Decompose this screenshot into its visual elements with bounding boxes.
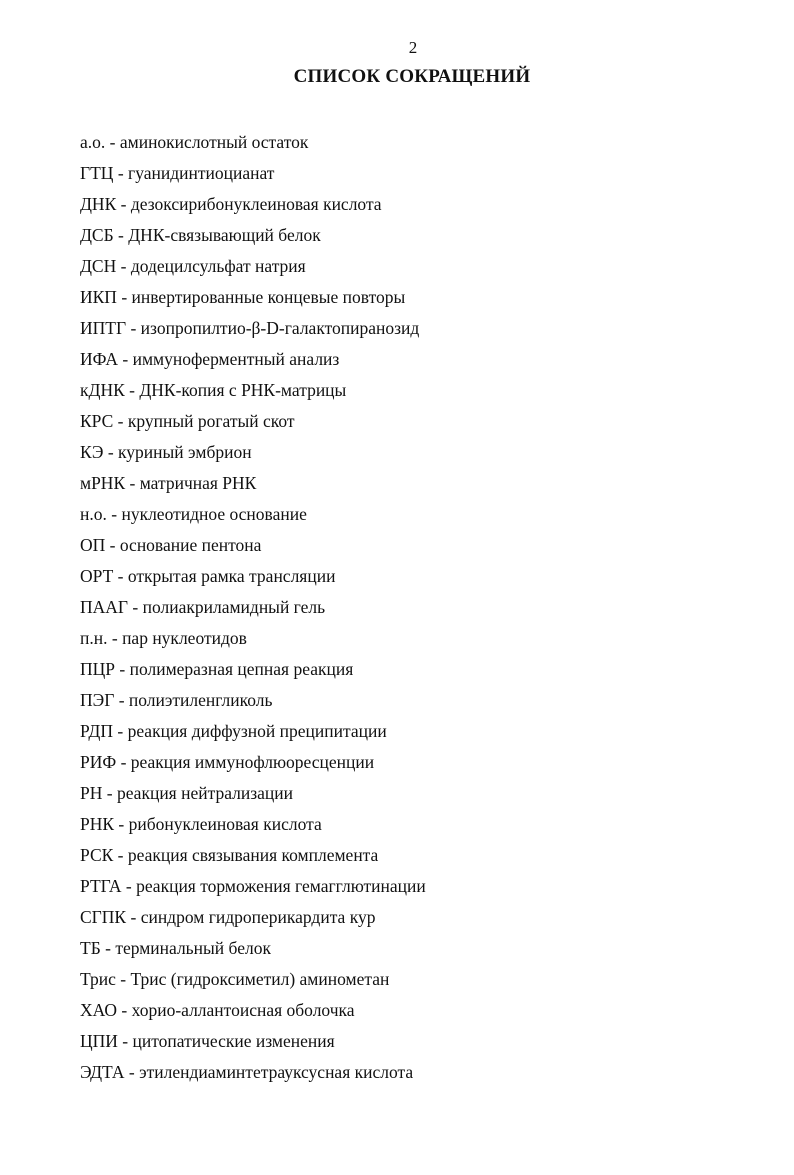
abbreviation-definition: ДНК-копия с РНК-матрицы <box>139 380 347 400</box>
abbreviation-separator: - <box>106 504 122 524</box>
abbreviation-item <box>80 348 426 379</box>
abbreviation-item <box>80 751 426 782</box>
abbreviation-item <box>80 1030 426 1061</box>
abbreviation-term: РНК <box>80 814 115 834</box>
abbreviation-separator: - <box>113 566 128 586</box>
abbreviation-item <box>80 379 426 410</box>
abbreviation-item <box>80 255 426 286</box>
abbreviation-term: РН <box>80 783 103 803</box>
page-title: СПИСОК СОКРАЩЕНИЙ <box>293 66 531 87</box>
abbreviation-definition: реакция диффузной преципитации <box>127 721 387 741</box>
abbreviation-separator: - <box>113 721 128 741</box>
abbreviation-separator: - <box>125 473 140 493</box>
abbreviation-definition: гуанидинтиоцианат <box>128 163 275 183</box>
abbreviation-term: ПЭГ <box>80 690 115 710</box>
abbreviation-separator: - <box>113 163 129 183</box>
abbreviation-definition: Трис (гидроксиметил) аминометан <box>130 969 390 989</box>
page-number: 2 <box>408 38 418 57</box>
abbreviation-separator: - <box>100 938 116 958</box>
abbreviation-definition: додецилсульфат натрия <box>130 256 306 276</box>
abbreviation-separator: - <box>105 132 120 152</box>
abbreviation-separator: - <box>128 597 143 617</box>
abbreviation-separator: - <box>117 1000 132 1020</box>
abbreviation-definition: куриный эмбрион <box>118 442 252 462</box>
abbreviation-definition: открытая рамка трансляции <box>127 566 336 586</box>
abbreviation-term: п.н. <box>80 628 108 648</box>
abbreviation-item <box>80 441 426 472</box>
abbreviation-item <box>80 193 426 224</box>
abbreviation-definition: реакция нейтрализации <box>116 783 294 803</box>
abbreviation-separator: - <box>126 907 141 927</box>
abbreviation-item <box>80 317 426 348</box>
abbreviation-term: ХАО <box>80 1000 118 1020</box>
abbreviation-separator: - <box>116 752 131 772</box>
abbreviation-definition: полиэтиленгликоль <box>128 690 273 710</box>
abbreviation-separator: - <box>115 969 131 989</box>
abbreviation-separator: - <box>113 845 128 865</box>
abbreviation-item <box>80 1061 426 1092</box>
abbreviation-separator: - <box>114 814 129 834</box>
abbreviation-definition: рибонуклеиновая кислота <box>128 814 322 834</box>
abbreviation-definition: реакция связывания комплемента <box>127 845 379 865</box>
abbreviation-definition: цитопатические изменения <box>132 1031 335 1051</box>
abbreviation-definition: иммуноферментный анализ <box>132 349 340 369</box>
abbreviation-term: ДНК <box>80 194 117 214</box>
abbreviation-item <box>80 658 426 689</box>
abbreviation-definition: хорио-аллантоисная оболочка <box>131 1000 355 1020</box>
abbreviation-term: ЭДТА <box>80 1062 125 1082</box>
abbreviation-definition: матричная РНК <box>139 473 257 493</box>
abbreviation-term: а.о. <box>80 132 106 152</box>
abbreviation-term: ОРТ <box>80 566 114 586</box>
abbreviation-term: РДП <box>80 721 113 741</box>
abbreviation-definition: синдром гидроперикардита кур <box>140 907 376 927</box>
abbreviation-item <box>80 689 426 720</box>
abbreviation-item <box>80 937 426 968</box>
abbreviation-term: РТГА <box>80 876 122 896</box>
abbreviation-definition: дезоксирибонуклеиновая кислота <box>130 194 382 214</box>
abbreviation-separator: - <box>124 1062 140 1082</box>
abbreviation-item <box>80 627 426 658</box>
abbreviation-list <box>80 131 426 1092</box>
abbreviation-item <box>80 906 426 937</box>
abbreviation-separator: - <box>126 318 141 338</box>
abbreviation-separator: - <box>102 783 117 803</box>
abbreviation-term: ГТЦ <box>80 163 114 183</box>
abbreviation-definition: изопропилтио-β-D-галактопиранозид <box>140 318 420 338</box>
abbreviation-separator: - <box>114 690 129 710</box>
abbreviation-item <box>80 286 426 317</box>
abbreviation-item <box>80 596 426 627</box>
abbreviation-separator: - <box>113 411 128 431</box>
abbreviation-item <box>80 875 426 906</box>
abbreviation-item <box>80 410 426 441</box>
abbreviation-definition: реакция торможения гемагглютинации <box>136 876 426 896</box>
abbreviation-definition: ДНК-связывающий белок <box>128 225 321 245</box>
abbreviation-separator: - <box>116 194 131 214</box>
abbreviation-term: ПААГ <box>80 597 129 617</box>
abbreviation-term: н.о. <box>80 504 107 524</box>
abbreviation-term: ИПТГ <box>80 318 127 338</box>
abbreviation-item <box>80 968 426 999</box>
abbreviation-separator: - <box>116 256 131 276</box>
abbreviation-separator: - <box>103 442 119 462</box>
abbreviation-definition: пар нуклеотидов <box>122 628 247 648</box>
abbreviation-item <box>80 503 426 534</box>
abbreviation-term: ДСБ <box>80 225 114 245</box>
abbreviation-definition: крупный рогатый скот <box>127 411 295 431</box>
abbreviation-definition: терминальный белок <box>115 938 271 958</box>
abbreviation-separator: - <box>107 628 123 648</box>
abbreviation-definition: нуклеотидное основание <box>121 504 307 524</box>
abbreviation-item <box>80 131 426 162</box>
abbreviation-item <box>80 844 426 875</box>
abbreviation-term: ДСН <box>80 256 117 276</box>
abbreviation-separator: - <box>115 659 130 679</box>
abbreviation-item <box>80 565 426 596</box>
abbreviation-item <box>80 534 426 565</box>
abbreviation-separator: - <box>124 380 140 400</box>
abbreviation-definition: полимеразная цепная реакция <box>129 659 354 679</box>
abbreviation-separator: - <box>121 876 137 896</box>
abbreviation-item <box>80 813 426 844</box>
abbreviation-term: КЭ <box>80 442 104 462</box>
abbreviation-item <box>80 162 426 193</box>
abbreviation-separator: - <box>118 349 133 369</box>
abbreviation-separator: - <box>117 1031 133 1051</box>
abbreviation-term: ЦПИ <box>80 1031 118 1051</box>
abbreviation-term: ПЦР <box>80 659 116 679</box>
abbreviation-item <box>80 720 426 751</box>
abbreviation-definition: аминокислотный остаток <box>119 132 309 152</box>
abbreviation-item <box>80 224 426 255</box>
abbreviation-definition: реакция иммунофлюоресценции <box>130 752 375 772</box>
abbreviation-item <box>80 472 426 503</box>
abbreviation-separator: - <box>113 225 129 245</box>
abbreviation-term: мРНК <box>80 473 126 493</box>
abbreviation-term: СГПК <box>80 907 127 927</box>
abbreviation-term: ОП <box>80 535 106 555</box>
abbreviation-definition: этилендиаминтетрауксусная кислота <box>139 1062 414 1082</box>
abbreviation-definition: основание пентона <box>119 535 262 555</box>
abbreviation-item <box>80 999 426 1030</box>
abbreviation-term: КРС <box>80 411 114 431</box>
abbreviation-term: ИФА <box>80 349 118 369</box>
abbreviation-definition: инвертированные концевые повторы <box>131 287 406 307</box>
abbreviation-term: кДНК <box>80 380 125 400</box>
abbreviation-definition: полиакриламидный гель <box>142 597 326 617</box>
abbreviation-item <box>80 782 426 813</box>
abbreviation-term: ТБ <box>80 938 101 958</box>
abbreviation-separator: - <box>105 535 120 555</box>
abbreviation-term: РСК <box>80 845 114 865</box>
abbreviation-term: РИФ <box>80 752 117 772</box>
abbreviation-separator: - <box>116 287 132 307</box>
abbreviation-term: Трис <box>80 969 116 989</box>
abbreviation-term: ИКП <box>80 287 117 307</box>
